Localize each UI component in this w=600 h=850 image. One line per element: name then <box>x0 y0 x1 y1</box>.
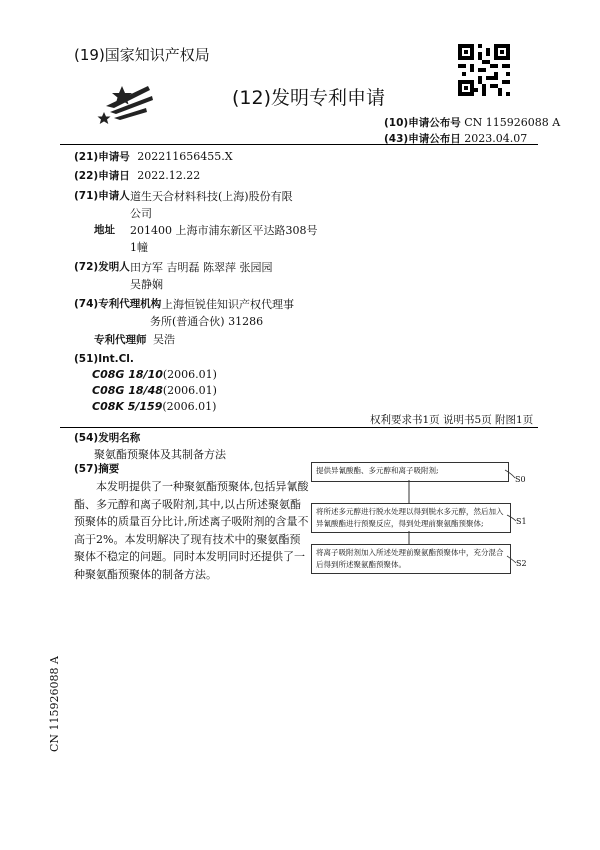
title-label: (54)发明名称 <box>74 432 141 444</box>
flow-step-s0: 提供异氰酸酯、多元醇和离子吸附剂; <box>311 462 509 482</box>
applicant-label: (71)申请人 <box>74 190 130 202</box>
agency-line1: 上海恒锐佳知识产权代理事 <box>162 298 294 311</box>
agency-label: (74)专利代理机构 <box>74 298 162 310</box>
invention-title: 聚氨酯预聚体及其制备方法 <box>94 448 226 461</box>
flow-step-s2: 将离子吸附剂加入所述处理前聚氨酯预聚体中，充分混合后得到所述聚氨酯预聚体。 <box>311 544 511 574</box>
flow-label-s0: S0 <box>515 475 526 484</box>
pages-info: 权利要求书1页 说明书5页 附图1页 <box>370 414 534 426</box>
classification-1: C08G 18/10(2006.01) <box>92 368 217 381</box>
document-type: (12)发明专利申请 <box>232 87 386 109</box>
applicant-name-line2: 公司 <box>130 207 152 220</box>
address-label: 地址 <box>94 224 115 236</box>
abstract-label: (57)摘要 <box>74 463 120 475</box>
intcl-label: (51)Int.Cl. <box>74 353 134 365</box>
classification-2: C08G 18/48(2006.01) <box>92 384 217 397</box>
side-publication-number: CN 115926088 A <box>48 656 61 752</box>
flow-step-s1: 将所述多元醇进行脱水处理以得到脱水多元醇，然后加入异氰酸酯进行预聚反应，得到处理前聚氨酯预聚体; <box>311 503 511 533</box>
inventors-line2: 吴静娴 <box>130 278 163 291</box>
agency-line2: 务所(普通合伙) 31286 <box>150 315 264 328</box>
applicant-name-line1: 道生天合材料科技(上海)股份有限 <box>130 190 293 203</box>
classification-3: C08K 5/159(2006.01) <box>92 400 217 413</box>
publication-date: (43)申请公布日 2023.04.07 <box>384 132 528 145</box>
patent-agent: 专利代理师 吴浩 <box>94 333 175 346</box>
address-line2: 1幢 <box>130 241 148 254</box>
application-date: (22)申请日 2022.12.22 <box>74 169 201 182</box>
flow-label-s1: S1 <box>516 517 527 526</box>
inventors-line1: 田方军 吉明磊 陈翠萍 张园园 <box>130 261 273 274</box>
address-line1: 201400 上海市浦东新区平达路308号 <box>130 224 318 237</box>
flow-label-s2: S2 <box>516 559 527 568</box>
abstract-text: 本发明提供了一种聚氨酯预聚体,包括异氰酸酯、多元醇和离子吸附剂,其中,以占所述聚氨酯预聚体的质量百分比计,所述离子吸附剂的含量不高于2%。本发明解决了现有技术中的聚氨酯预聚体不稳定的问题。同时本发明同时还提供了一种聚氨酯预聚体的制备方法。 <box>74 480 309 581</box>
application-number: (21)申请号 202211656455.X <box>74 150 233 163</box>
office-name: (19)国家知识产权局 <box>74 46 210 64</box>
publication-number: (10)申请公布号 CN 115926088 A <box>384 116 561 129</box>
inventor-label: (72)发明人 <box>74 261 130 273</box>
